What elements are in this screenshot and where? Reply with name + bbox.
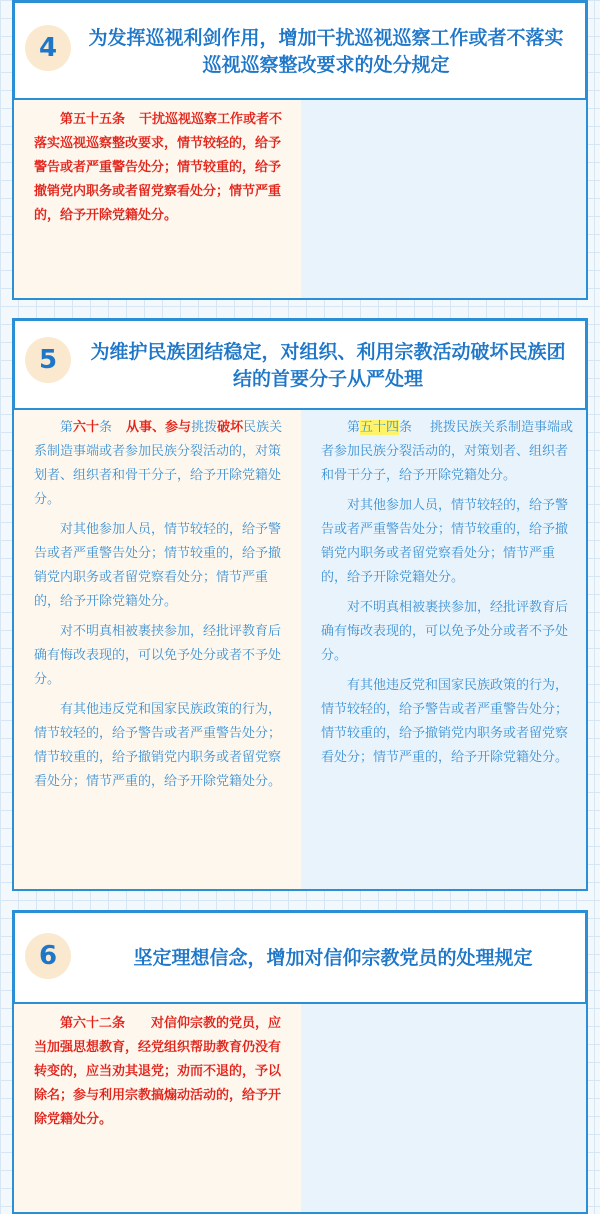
section-number-badge: 6 [25, 933, 71, 979]
article-paragraph-2 [321, 494, 574, 590]
section-6-header [12, 910, 588, 1006]
paragraph-text: 有其他违反党和国家民族政策的行为，情节较轻的，给予警告或者严重警告处分；情节较重的，给予撤销党内职务或者留党察看处分；情节严重的，给予开除党籍处分。 [34, 702, 282, 789]
article-paragraph-3 [321, 596, 574, 668]
section-6-body [12, 1002, 588, 1214]
article-paragraph [14, 100, 301, 228]
paragraph-text: 对其他参加人员，情节较轻的，给予警告或者严重警告处分；情节较重的，给予撤销党内职务或者留党察看处分；情节严重的，给予开除党籍处分。 [34, 522, 282, 609]
article-paragraph-2 [34, 518, 287, 614]
section-number-badge: 4 [25, 25, 71, 71]
kept-phrase: 挑拨 [191, 420, 218, 435]
section-5 [12, 318, 588, 891]
left-column-new-article [14, 410, 301, 889]
paragraph-text: 挑拨民族关系制造事端或者参加民族分裂活动的，对策划者、组织者和骨干分子，给予开除党籍处分。 [321, 420, 574, 483]
article-paragraph-4 [34, 698, 287, 794]
section-4-header [12, 0, 588, 102]
section-5-body [12, 408, 588, 891]
article-paragraph-3 [34, 620, 287, 692]
article-number: 六十 [73, 420, 100, 435]
section-title: 坚定理想信念，增加对信仰宗教党员的处理规定 [133, 947, 533, 969]
section-5-header [12, 318, 588, 412]
article-number: 第五十五条 [60, 112, 126, 127]
added-phrase-2: 破坏 [217, 420, 244, 435]
article-prefix: 第 [347, 420, 361, 435]
right-column-old-article [301, 410, 586, 889]
article-paragraph-4 [321, 674, 574, 770]
article-text: 对信仰宗教的党员，应当加强思想教育，经党组织帮助教育仍没有转变的，应当劝其退党；劝而不退的，予以除名；参与利用宗教搞煽动活动的，给予开除党籍处分。 [34, 1016, 282, 1127]
article-prefix: 第 [60, 420, 74, 435]
section-4 [12, 0, 588, 302]
article-number: 第六十二条 [60, 1016, 126, 1031]
paragraph-text: 对其他参加人员，情节较轻的，给予警告或者严重警告处分；情节较重的，给予撤销党内职务或者留党察看处分；情节严重的，给予开除党籍处分。 [321, 498, 569, 585]
section-6 [12, 910, 588, 1212]
right-column-empty [301, 1004, 586, 1212]
paragraph-text: 对不明真相被裹挟参加，经批评教育后确有悔改表现的，可以免予处分或者不予处分。 [321, 600, 569, 663]
article-paragraph [14, 1004, 301, 1132]
added-phrase: 从事、参与 [126, 420, 192, 435]
highlighted-article-number: 五十四 [360, 420, 400, 435]
left-column [14, 1004, 301, 1212]
paragraph-text: 对不明真相被裹挟参加，经批评教育后确有悔改表现的，可以免予处分或者不予处分。 [34, 624, 282, 687]
paragraph-text: 有其他违反党和国家民族政策的行为，情节较轻的，给予警告或者严重警告处分；情节较重的，给予撤销党内职务或者留党察看处分；情节严重的，给予开除党籍处分。 [321, 678, 569, 765]
article-paragraph-1 [321, 416, 574, 488]
article-text: 干扰巡视巡察工作或者不落实巡视巡察整改要求，情节较轻的，给予警告或者严重警告处分；情节较重的，给予撤销党内职务或者留党察看处分；情节严重的，给予开除党籍处分。 [34, 112, 283, 223]
section-title: 为维护民族团结稳定，对组织、利用宗教活动破坏民族团结的首要分子从严处理 [90, 341, 566, 390]
section-number-badge: 5 [25, 337, 71, 383]
section-4-body [12, 98, 588, 300]
left-column [14, 100, 301, 298]
article-suffix: 条 [399, 420, 413, 435]
article-suffix: 条 [99, 420, 113, 435]
right-column-empty [301, 100, 586, 298]
section-title: 为发挥巡视利剑作用，增加干扰巡视巡察工作或者不落实巡视巡察整改要求的处分规定 [88, 27, 564, 76]
paragraph-text: 民族关系制造事端或者参加民族分裂活动的，对策划者、组织者和骨干分子，给予开除党籍处分。 [34, 420, 283, 507]
article-paragraph-1 [34, 416, 287, 512]
